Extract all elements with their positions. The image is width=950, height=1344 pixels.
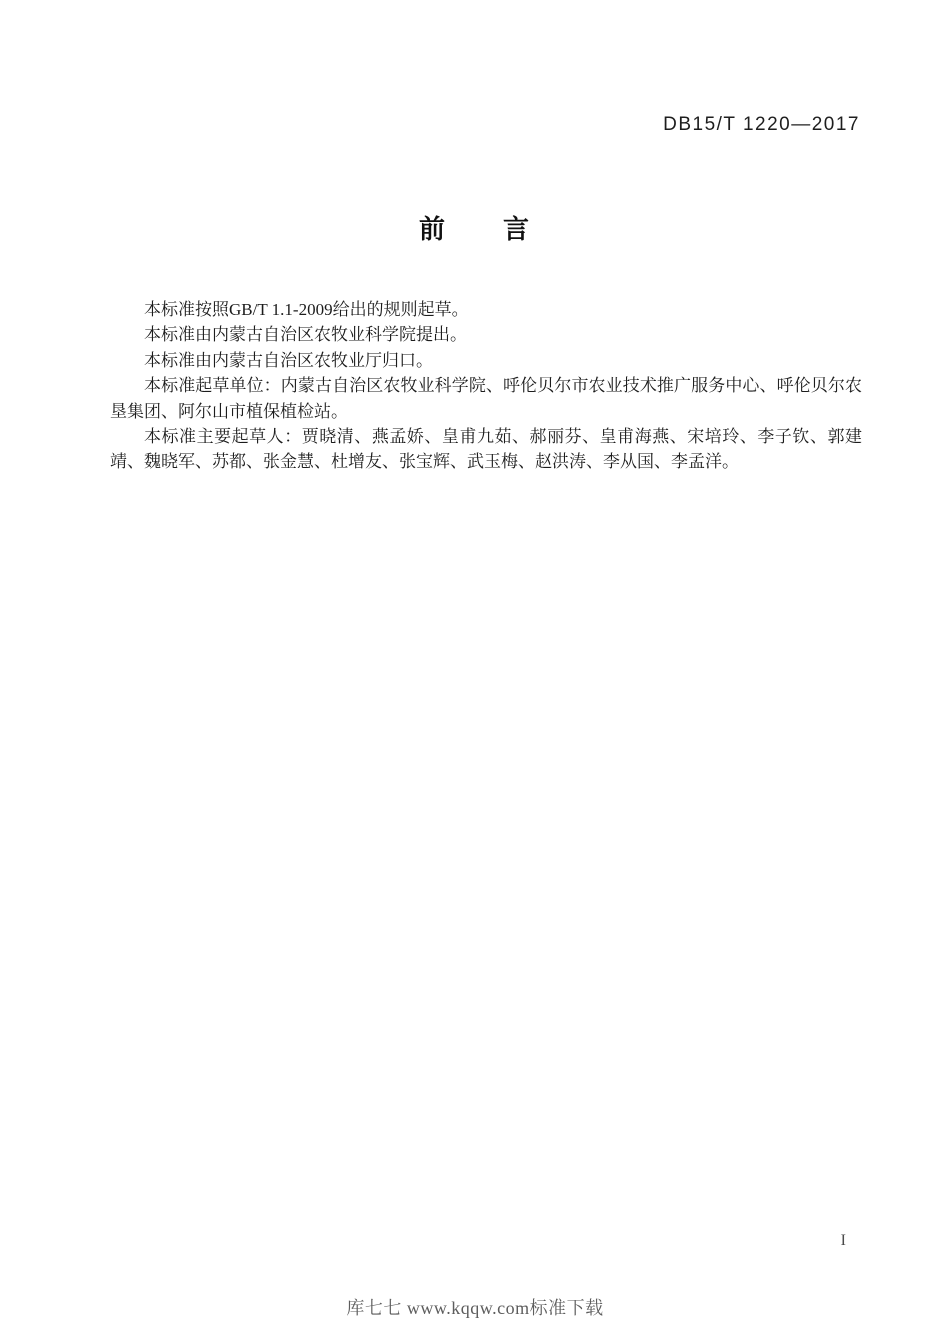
standard-number-header: DB15/T 1220—2017 (663, 114, 860, 135)
page-number: I (840, 1232, 846, 1249)
watermark-footer: 库七七 www.kqqw.com标准下载 (346, 1298, 604, 1318)
foreword-paragraph-drafters: 本标准主要起草人：贾晓清、燕孟娇、皇甫九茹、郝丽芬、皇甫海燕、宋培玲、李子钦、郭建靖、魏晓军、苏都、张金慧、杜增友、张宝辉、武玉梅、赵洪涛、李从国、李孟洋。 (110, 427, 862, 472)
foreword-paragraph-drafting-organizations: 本标准起草单位：内蒙古自治区农牧业科学院、呼伦贝尔市农业技术推广服务中心、呼伦贝尔农垦集团、阿尔山市植保植检站。 (110, 376, 862, 421)
foreword-paragraph-basis: 本标准按照GB/T 1.1-2009给出的规则起草。 (144, 300, 469, 319)
foreword-title: 前 言 (418, 214, 531, 244)
foreword-paragraph-centralized-by: 本标准由内蒙古自治区农牧业厅归口。 (144, 350, 433, 370)
foreword-body (110, 297, 862, 475)
foreword-paragraph-proposer: 本标准由内蒙古自治区农牧业科学院提出。 (144, 325, 467, 345)
